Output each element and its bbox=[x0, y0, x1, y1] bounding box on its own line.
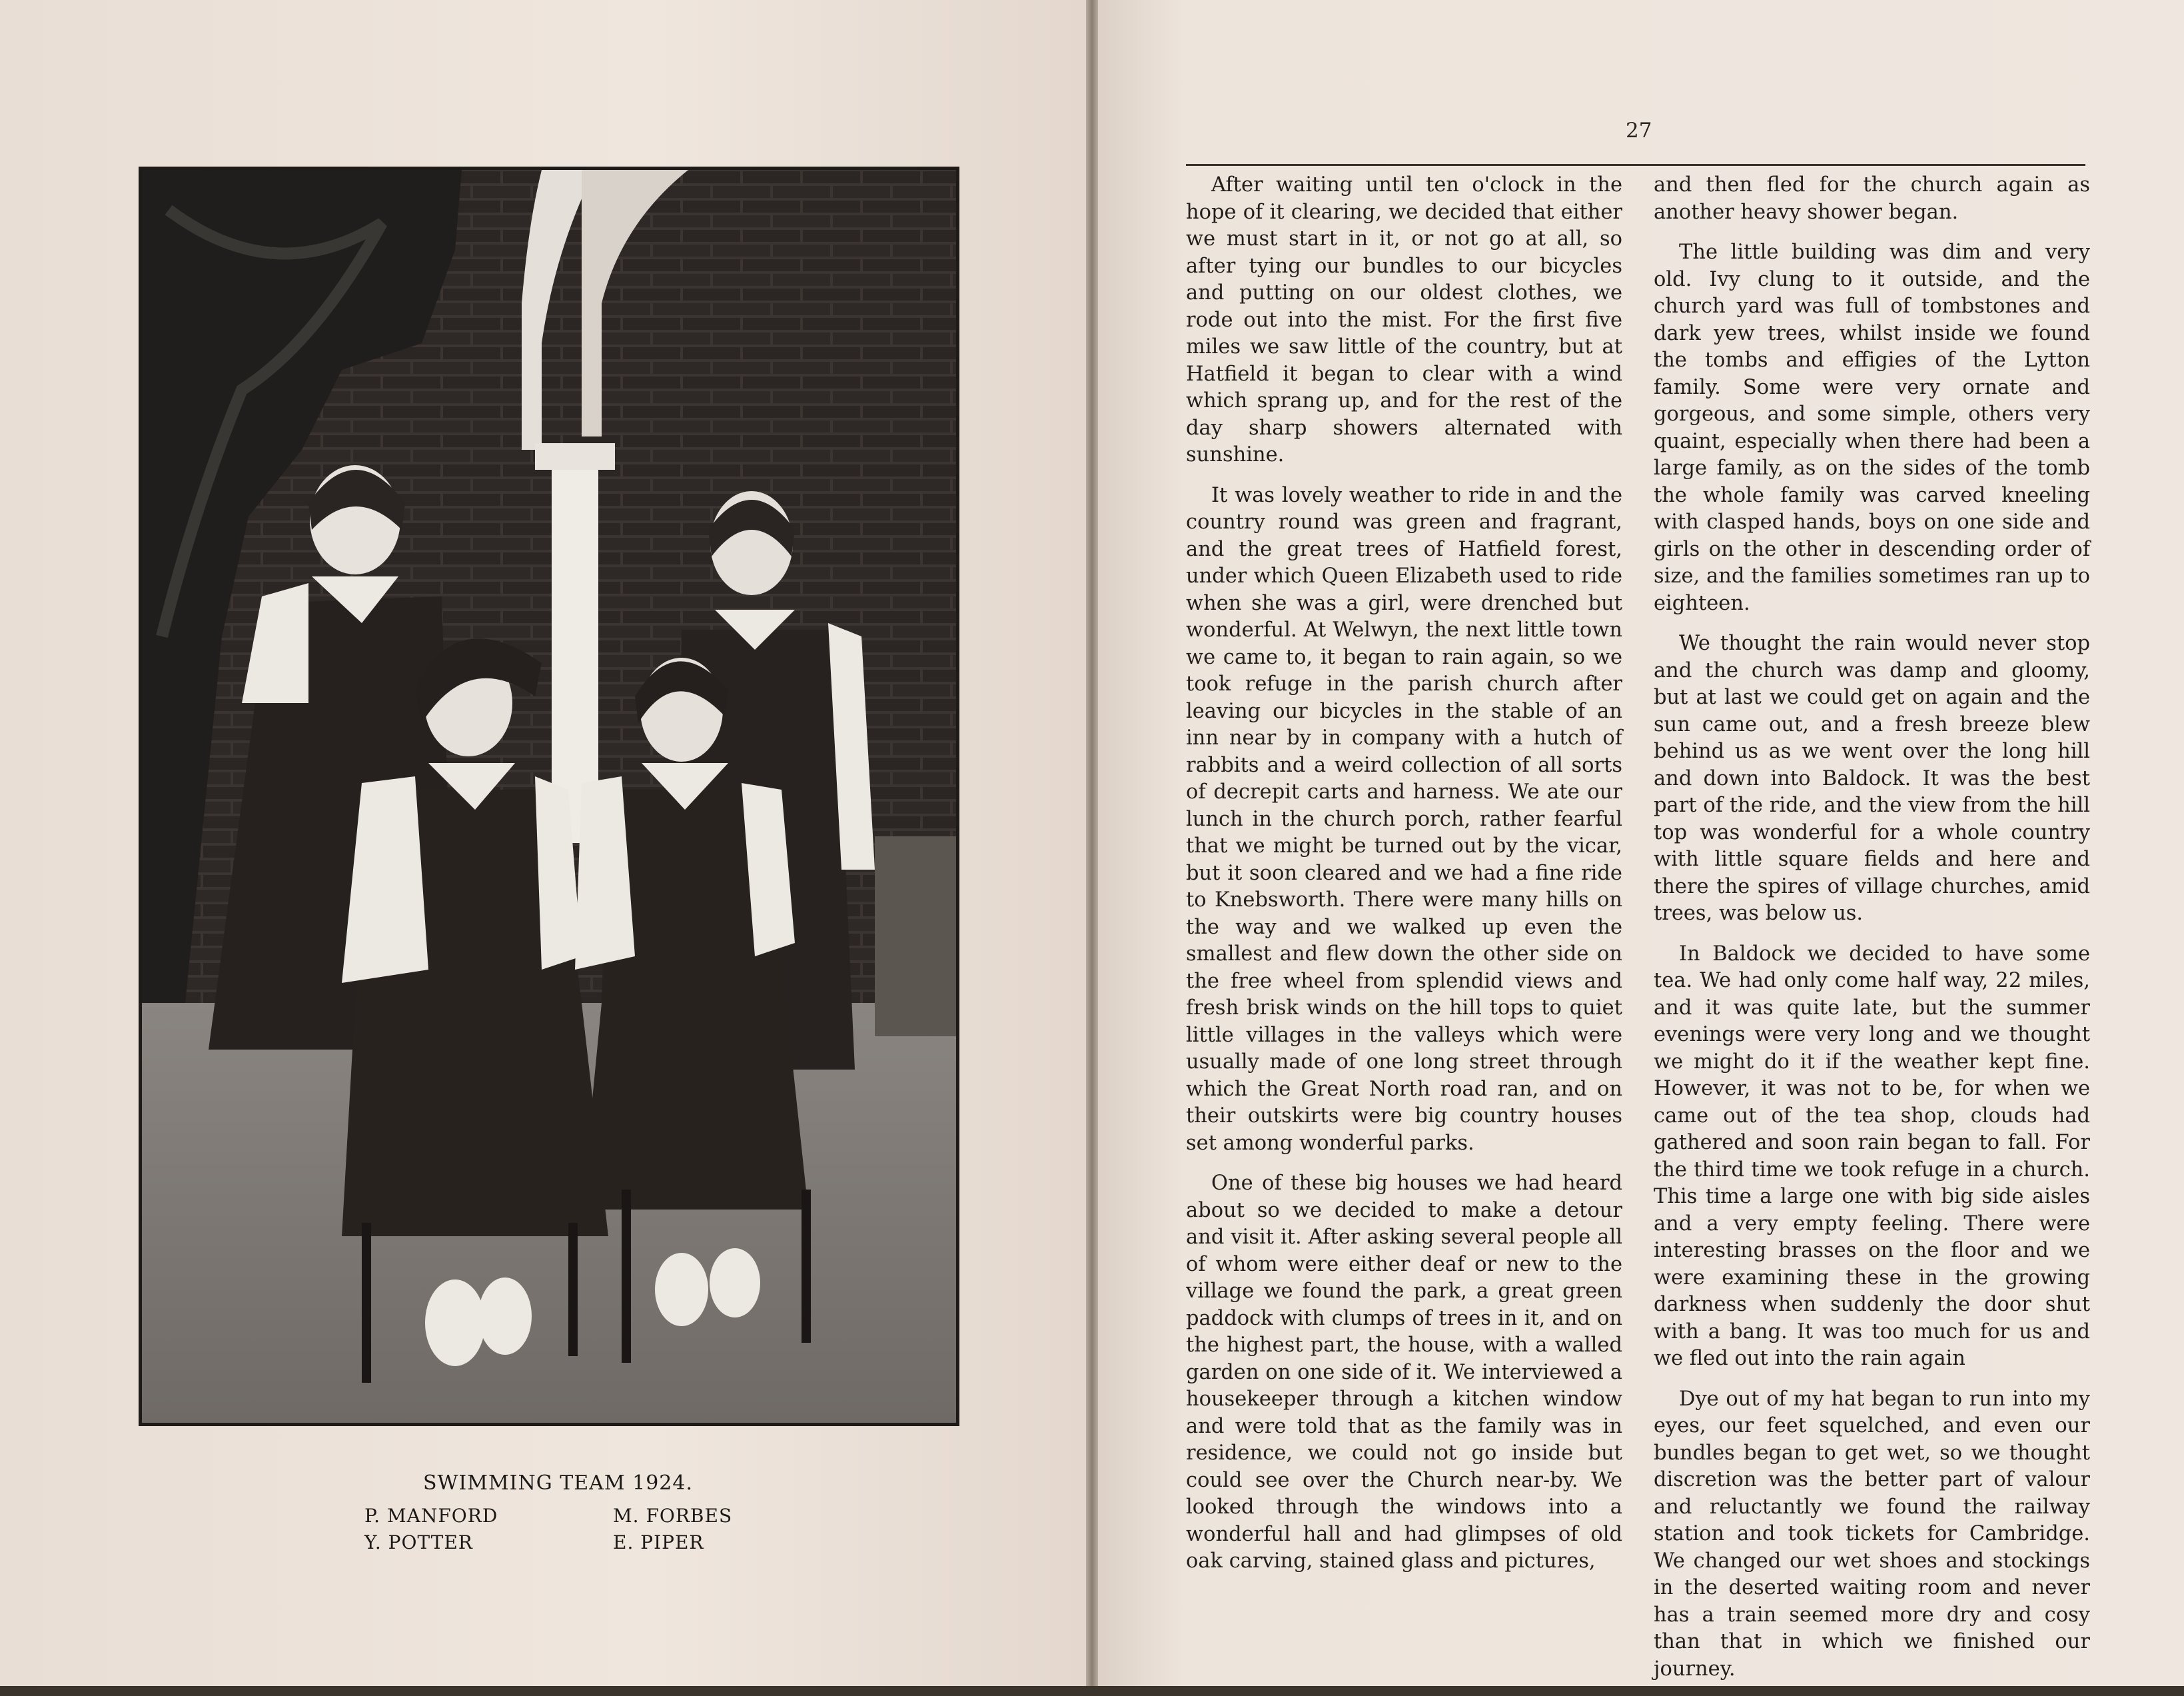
paragraph: Dye out of my hat began to run into my eyes, our feet squelched, and even our bundles began to get wet, so we thought discretion was the better part of valour and reluctantly we found the railway station and took tickets for Cambridge. We changed our wet shoes and stockings in the deserted waiting room and never has a train seemed more dry and cosy than that in which we finished our journey. bbox=[1654, 1387, 2090, 1681]
article-column-2 bbox=[1654, 172, 2090, 1696]
paragraph: After waiting until ten o'clock in the hope of it clearing, we decided that either we must start in it, or not go at all, so after tying our bundles to our bicycles and putting on our oldest clothes, we rode out into the mist. For the first five miles we saw little of the country, but at Hatfield it began to clear with a wind which sprang up, and for the rest of the day sharp showers alternated with sunshine. bbox=[1186, 173, 1622, 466]
caption-title: SWIMMING TEAM 1924. bbox=[423, 1471, 693, 1495]
paragraph: One of these big houses we had heard about so we decided to make a detour and visit it. After asking several people all of whom were either deaf or new to the village we found the park, a great green paddock with clumps of trees in it, and on the highest part, the house, with a walled garden on one side of it. We interviewed a housekeeper through a kitchen window and were told that as the family was in residence, we could not go inside but could see over the Church near-by. We looked through the windows into a wonderful hall and had glimpses of old oak carving, stained glass and pictures, bbox=[1186, 1172, 1622, 1573]
paragraph: and then fled for the church again as another heavy shower began. bbox=[1654, 173, 2090, 224]
caption-name: E. PIPER bbox=[613, 1531, 704, 1553]
paragraph: The little building was dim and very old. Ivy clung to it outside, and the church yard was full of tombstones and dark yew trees, whilst inside we found the tombs and effigies of the Lytton family. Some were very ornate and gorgeous, and some simple, others very quaint, especially when there had been a large family, as on the sides of the tomb the whole family was carved kneeling with clasped hands, boys on one side and girls on the other in descending order of size, and the families sometimes ran up to eighteen. bbox=[1654, 241, 2090, 615]
paragraph: We thought the rain would never stop and the church was damp and gloomy, but at last we could get on again and the sun came out, and a fresh breeze blew behind us as we went over the long hill and down into Baldock. It was the best part of the ride, and the view from the hill top was wonderful for a whole country with little square fields and here and there the spires of village churches, amid trees, was below us. bbox=[1654, 632, 2090, 925]
left-page bbox=[0, 0, 1086, 1686]
article-column-1 bbox=[1186, 172, 1622, 1589]
caption-name: M. FORBES bbox=[613, 1505, 733, 1527]
book-gutter bbox=[1086, 0, 1098, 1686]
header-rule bbox=[1186, 164, 2085, 166]
caption-name: P. MANFORD bbox=[364, 1505, 498, 1527]
paragraph: It was lovely weather to ride in and the country round was green and fragrant, and the great trees of Hatfield forest, under which Queen Elizabeth used to ride when she was a girl, were drenched but wonderful. At Welwyn, the next little town we came to, it began to rain again, so we took refuge in the parish church after leaving our bicycles in the stable of an inn near by in company with a hutch of rabbits and a weird collection of all sorts of decrepit carts and harness. We ate our lunch in the church porch, rather fearful that we might be turned out by the vicar, but it soon cleared and we had a fine ride to Knebsworth. There were many hills on the way and we walked up even the smallest and flew down the other side on the free wheel from splendid views and fresh brisk winds on the hill tops to quiet little villages in the valleys which were usually made of one long street through which the Great North road ran, and on their outskirts were big country houses set among wonderful parks. bbox=[1186, 483, 1622, 1155]
paragraph: In Baldock we decided to have some tea. We had only come half way, 22 miles, and it was quite late, but the summer evenings were very long and we thought we might do it if the weather kept fine. However, it was not to be, for when we came out of the tea shop, clouds had gathered and soon rain began to fall. For the third time we took refuge in a church. This time a large one with big side aisles and a very empty feeling. There were interesting brasses on the floor and we were examining these in the growing darkness when suddenly the door shut with a bang. It was too much for us and we fled out into the rain again bbox=[1654, 942, 2090, 1370]
page-number: 27 bbox=[1626, 119, 1652, 143]
caption-name: Y. POTTER bbox=[364, 1531, 473, 1553]
team-photograph bbox=[139, 167, 959, 1426]
photograph-image bbox=[142, 170, 956, 1423]
